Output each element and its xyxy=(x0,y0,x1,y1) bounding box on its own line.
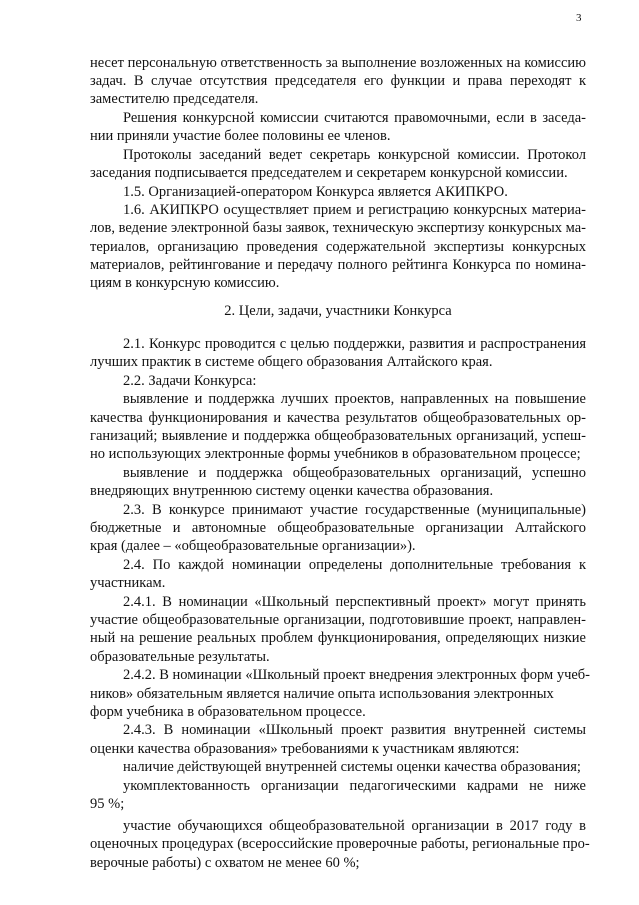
text-line: 2.4. По каждой номинации определены дополнительные требования к xyxy=(123,557,586,573)
text-line: выявление и поддержка лучших проектов, направленных на повышение xyxy=(123,391,586,407)
text-line: участие обучающихся общеобразовательной организации в 2017 году в xyxy=(123,818,586,834)
text-line: наличие действующей внутренней системы оценки качества образования; xyxy=(123,759,581,775)
page-number: 3 xyxy=(576,12,582,24)
text-line: 2.4.2. В номинации «Школьный проект внедрения электронных форм учеб- xyxy=(123,667,591,683)
text-line: 1.5. Организацией-оператором Конкурса является АКИПКРО. xyxy=(123,184,508,200)
text-line: 1.6. АКИПКРО осуществляет прием и регистрацию конкурсных материа- xyxy=(123,202,586,218)
text-line: укомплектованность организации педагогическими кадрами не ниже xyxy=(123,778,586,794)
text-line: внедряющих внутреннюю систему оценки качества образования. xyxy=(90,483,494,499)
text-line: ников» обязательным является наличие опыта использования электронных xyxy=(90,686,554,702)
text-line: участие общеобразовательные организации, подготовившие проект, направлен- xyxy=(90,612,586,628)
section-heading: 2. Цели, задачи, участники Конкурса xyxy=(224,303,452,319)
text-line: но использующих электронные формы учебников в образовательном процессе; xyxy=(90,446,581,462)
text-line: качества функционирования и качества результатов общеобразовательных ор- xyxy=(90,410,586,426)
text-line: ный на решение реальных проблем функционирования, определяющих низкие xyxy=(90,630,586,646)
text-line: 2.3. В конкурсе принимают участие государственные (муниципальные) xyxy=(123,502,586,518)
text-line: заседания подписывается председателем и секретарем конкурсной комиссии. xyxy=(90,165,568,181)
text-line: 2.2. Задачи Конкурса: xyxy=(123,373,257,389)
text-line: териалов, организацию проведения содержательной экспертизы конкурсных xyxy=(90,239,586,255)
text-line: края (далее – «общеобразовательные организации»). xyxy=(90,538,416,554)
text-line: задач. В случае отсутствия председателя его функции и права переходят к xyxy=(90,73,586,89)
text-line: участникам. xyxy=(90,575,166,591)
text-line: лучших практик в системе общего образования Алтайского края. xyxy=(90,354,493,370)
text-line: 2.4.3. В номинации «Школьный проект развития внутренней системы xyxy=(123,722,586,738)
text-line: верочные работы) с охватом не менее 60 %; xyxy=(90,855,360,871)
text-line: Протоколы заседаний ведет секретарь конкурсной комиссии. Протокол xyxy=(123,147,586,163)
text-line: 95 %; xyxy=(90,796,125,812)
text-line: оценки качества образования» требованиями к участникам являются: xyxy=(90,741,520,757)
text-line: ганизаций; выявление и поддержка общеобразовательных организаций, успеш- xyxy=(90,428,586,444)
text-line: нии приняли участие более половины ее членов. xyxy=(90,128,391,144)
text-line: 2.4.1. В номинации «Школьный перспективный проект» могут принять xyxy=(123,594,586,610)
text-line: образовательные результаты. xyxy=(90,649,270,665)
text-line: несет персональную ответственность за выполнение возложенных на комиссию xyxy=(90,55,586,71)
text-line: форм учебника в образовательном процессе. xyxy=(90,704,366,720)
text-line: Решения конкурсной комиссии считаются правомочными, если в заседа- xyxy=(123,110,586,126)
text-line: выявление и поддержка общеобразовательных организаций, успешно xyxy=(123,465,586,481)
text-line: лов, ведение электронной базы заявок, техническую экспертизу конкурсных ма- xyxy=(90,220,586,236)
text-line: 2.1. Конкурс проводится с целью поддержки, развития и распространения xyxy=(123,336,586,352)
text-line: бюджетные и автономные общеобразовательные организации Алтайского xyxy=(90,520,586,536)
text-line: циям в конкурсную комиссию. xyxy=(90,275,280,291)
text-line: заместителю председателя. xyxy=(90,91,259,107)
text-line: оценочных процедурах (всероссийские проверочные работы, региональные про- xyxy=(90,836,590,852)
text-line: материалов, рейтингование и передачу полного рейтинга Конкурса по номина- xyxy=(90,257,586,273)
